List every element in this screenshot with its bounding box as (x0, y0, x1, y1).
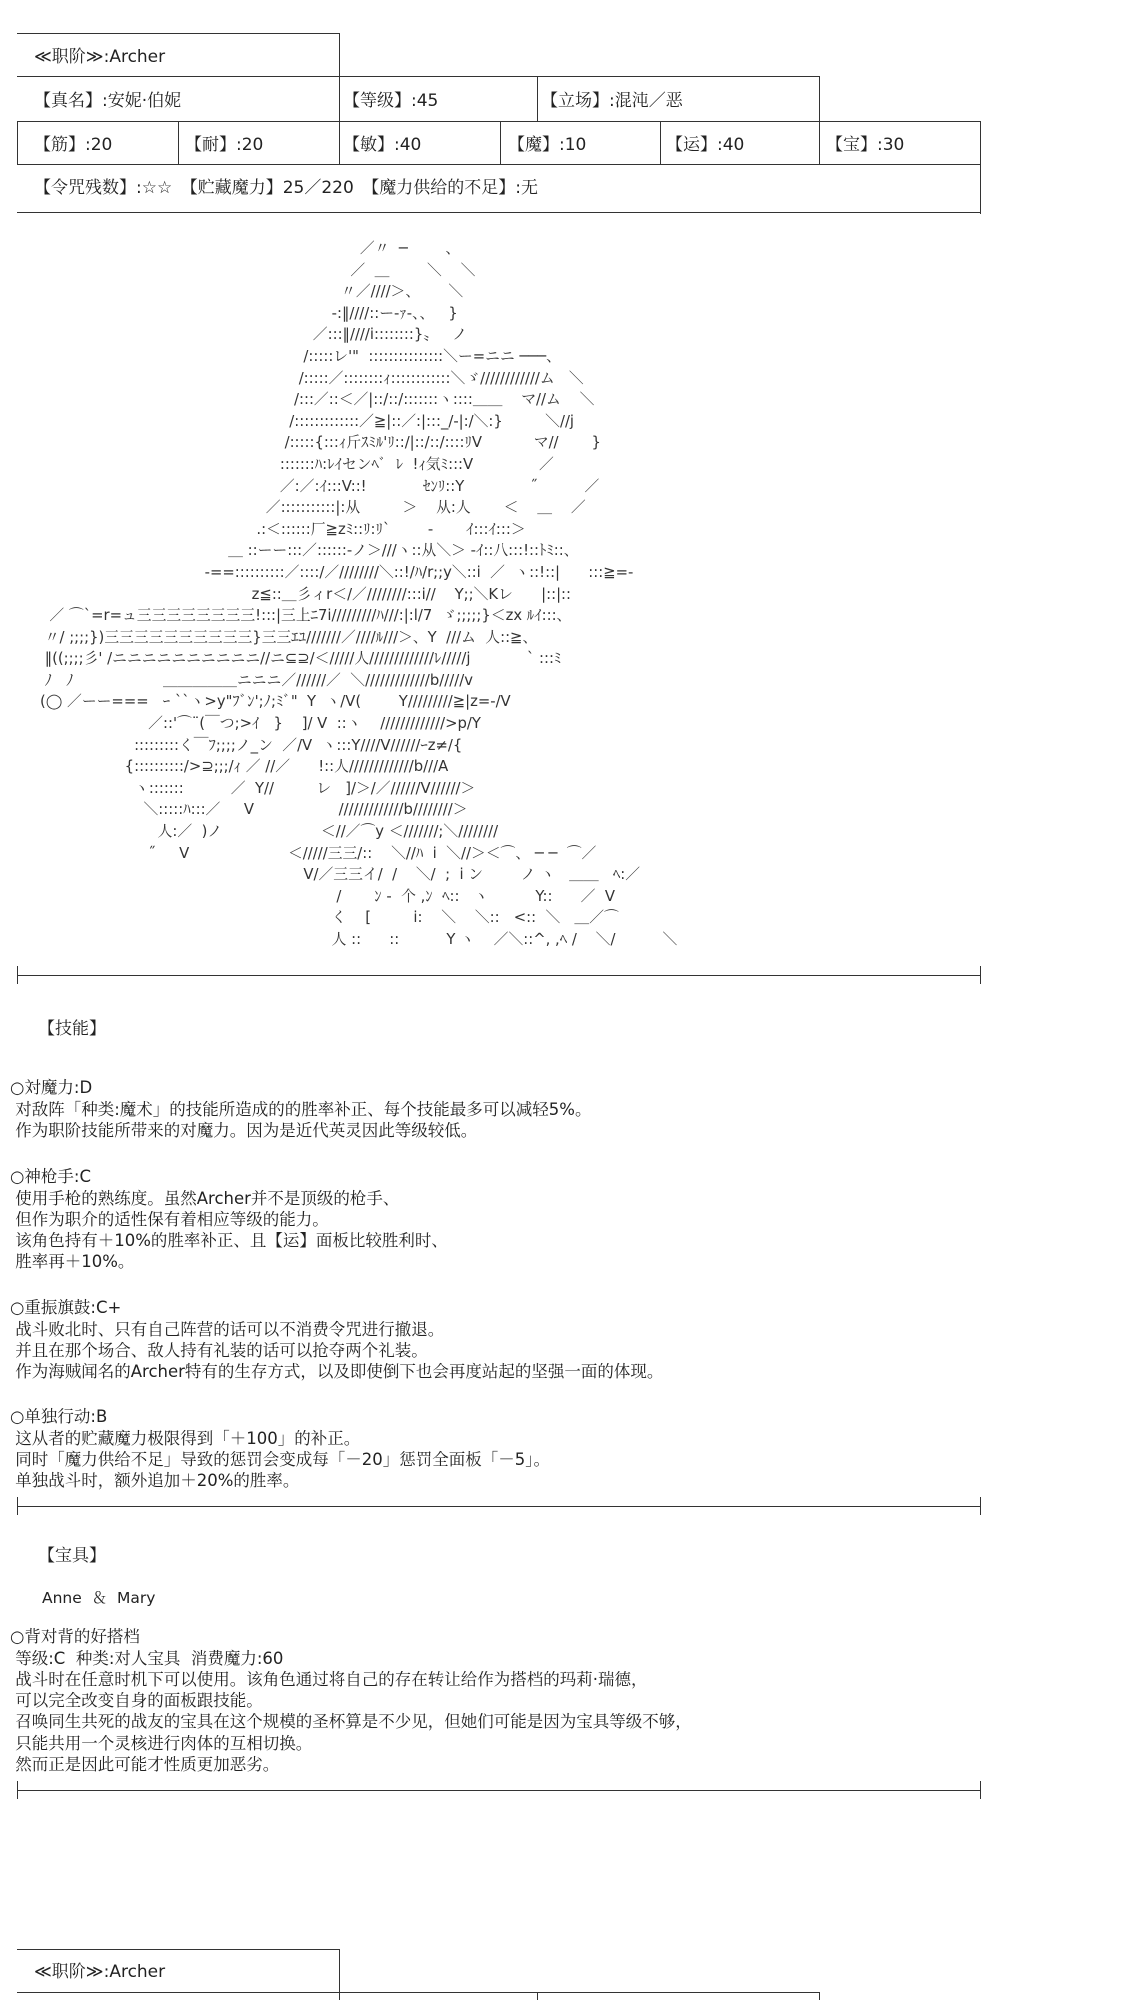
table-border (537, 76, 538, 121)
skill-line: 对敌阵「种类:魔术」的技能所造成的的胜率补正、每个技能最多可以减轻5%。 (10, 1099, 592, 1119)
np-line: 然而正是因此可能才性质更加恶劣。 (10, 1755, 280, 1775)
skill-line: 使用手枪的熟练度。虽然Archer并不是顶级的枪手、 (10, 1188, 400, 1208)
skill-line: 作为职阶技能所带来的对魔力。因为是近代英灵因此等级较低。 (10, 1120, 478, 1140)
noble-phantasm-title: 【宝具】 (38, 1546, 106, 1566)
skill-line: 单独战斗时，额外追加＋20%的胜率。 (10, 1471, 300, 1491)
skill-2 (10, 1145, 448, 1273)
section-divider-tick (17, 1781, 18, 1799)
np-line: 等级:C 种类:对人宝具 消费魔力:60 (10, 1648, 284, 1668)
next-class-header: ≪职阶≫:Archer (34, 1962, 166, 1982)
skill-line: 同时「魔力供给不足」导致的惩罚会变成每「－20」惩罚全面板「－5」。 (10, 1449, 550, 1469)
table-border (339, 76, 340, 121)
skill-line: 战斗败北时、只有自己阵营的话可以不消费令咒进行撤退。 (10, 1319, 445, 1339)
section-divider (17, 1506, 980, 1507)
skill-line: 作为海贼闻名的Archer特有的生存方式，以及即使倒下也会再度站起的坚强一面的体现。 (10, 1362, 664, 1382)
table-border (819, 76, 820, 121)
skill-line: 胜率再＋10%。 (10, 1252, 135, 1272)
skill-line: 该角色持有＋10%的胜率补正、且【运】面板比较胜利时、 (10, 1231, 448, 1251)
skill-name: ○対魔力:D (10, 1078, 93, 1098)
skill-line: 但作为职介的适性保有着相应等级的能力。 (10, 1209, 329, 1229)
skill-name: ○单独行动:B (10, 1407, 108, 1427)
np-line: 战斗时在任意时机下可以使用。该角色通过将自己的存在转让给作为搭档的玛莉·瑞德， (10, 1669, 648, 1689)
skill-line: 这从者的贮藏魔力极限得到「＋100」的补正。 (10, 1428, 361, 1448)
table-border (17, 121, 980, 122)
stat-end: 【耐】:20 (185, 135, 264, 155)
skill-4 (10, 1385, 550, 1491)
np-line: 只能共用一个灵核进行肉体的互相切换。 (10, 1733, 313, 1753)
table-border (17, 164, 980, 165)
np-ruby-text: Anne ＆ Mary (42, 1589, 156, 1607)
next-table-border (819, 1992, 820, 2000)
table-border (339, 121, 340, 164)
table-border (819, 121, 820, 164)
skill-3 (10, 1276, 663, 1382)
alignment: 【立场】:混沌／恶 (541, 91, 683, 111)
np-line: 可以完全改变自身的面板跟技能。 (10, 1691, 263, 1711)
skill-name: ○神枪手:C (10, 1167, 91, 1187)
stat-str: 【筋】:20 (34, 135, 113, 155)
section-divider (17, 975, 980, 976)
skills-title: 【技能】 (38, 1019, 106, 1039)
class-header: ≪职阶≫:Archer (34, 47, 166, 67)
section-divider-tick (17, 966, 18, 984)
section-divider-tick (980, 1781, 981, 1799)
stat-luck: 【运】:40 (666, 135, 745, 155)
table-border (178, 121, 179, 164)
table-border (17, 76, 819, 77)
skill-name: ○重振旗鼓:C+ (10, 1298, 122, 1318)
next-table-border-top (17, 1949, 339, 1950)
section-divider-tick (980, 1497, 981, 1515)
stat-agi: 【敏】:40 (343, 135, 422, 155)
stat-np: 【宝】:30 (826, 135, 905, 155)
resource-line: 【令咒残数】:☆☆ 【贮藏魔力】25／220 【魔力供给的不足】:无 (34, 178, 539, 198)
section-divider-tick (17, 1497, 18, 1515)
skill-1 (10, 1056, 591, 1141)
true-name: 【真名】:安妮·伯妮 (34, 91, 182, 111)
table-border-top (17, 33, 339, 34)
table-border (17, 121, 18, 164)
section-divider-tick (980, 966, 981, 984)
np-name: ○背对背的好搭档 (10, 1627, 140, 1647)
table-border (660, 121, 661, 164)
level: 【等级】:45 (343, 91, 439, 111)
section-divider (17, 1790, 980, 1791)
table-border (980, 164, 981, 214)
next-table-border (17, 1992, 819, 1993)
next-table-border (537, 1992, 538, 2000)
table-border (17, 212, 980, 213)
table-border (500, 121, 501, 164)
table-border (980, 121, 981, 164)
stat-mag: 【魔】:10 (508, 135, 587, 155)
noble-phantasm-body (10, 1605, 692, 1775)
skill-line: 并且在那个场合、敌人持有礼装的话可以抢夺两个礼装。 (10, 1340, 428, 1360)
np-line: 召唤同生共死的战友的宝具在这个规模的圣杯算是不少见，但她们可能是因为宝具等级不够， (10, 1712, 692, 1732)
ascii-art-figure: ／〃 ─ 、 ／ ＿ ＼ ＼ 〃／////＞、 ＼ -:‖////::ー-ｧ-、、 } ／:::‖////i::::::::}〟 ノ /:::::レ'" :::::::::::::::＼ー=ニニ ───、 /:::::／::::::::ｨ::::::::::::＼ゞ////////////ム ＼ /:::／::＜／|::/::/:::::::ヽ::::＿＿ マ//ム ＼ /:::::::::::::／≧|::／:|:::_/-|:/＼:} ＼//j /:::::{:::ｨ斤ｽﾐﾙ'ﾘ::/|::/::/::::ﾘV マ// } :::::::ﾊ:ﾚｲセンﾍﾞ ﾚ !ｨ気ﾐ:::V ／ ／:／:ｲ:::V::! ｾﾝﾘ::Y ˝ ／ ／:::::::::::|:从 ＞ 从:人 ＜ ＿ ／ .:＜::::::厂≧zﾐ::ﾘ:ﾘ` - ｲ:::ｲ:::＞ ＿ ::ーー:::／::::::-ノ＞///ヽ::从＼＞ ‐ｲ::八:::!::ﾄﾐ::、 -==::::::::::／::::/／////////＼::!/ﾊ/r;;y＼::i ／ ヽ::!::| :::≧=- z≦::＿彡ィr＜/／////////:::i// Y;;＼Kレ |::|:: ／ ⌒`=r=ュ三三三三三三三三!:::|三上ﾆ7i/////////ﾊ///:|:l/7 ゞ;;;;;}＜zx ﾙｲ:::、 〃/ ;;;;})三三三三三三三三三三}三三ｴﾕ///////／////ﾙ///＞、Y ///ム 人::≧、 ‖((;;;;彡' /ニニニニニニニニニニ//ニ⊆⊇/＜/////人/////////////ﾚ/////j ` :::ﾐ ﾉ ﾉ ＿＿＿＿＿ニニニ／//////／ ＼/////////////b/////v (◯ ／ーー=== ｰ ``ヽ>y"ﾌﾞﾝ';ﾉ;ﾐﾞ" Y ヽ/V( Y/////////≧|z=-/V ／::'⌒¨(￣つ;>ｲ } ]/ V ::ヽ /////////////>p/Y :::::::::く￣ﾌ;;;;ノ_ン ／/V ヽ:::Y////V//////ｰz≠/{ {::::::::::/>⊇;;;/ｨ ／ //／ !::人/////////////b///A ヽ::::::: ／ Y// レ ]/＞/／//////V//////＞ ＼:::::ﾊ:::／ V /////////////b////////＞ 人:／ )ノ ＜//／⌒y ＜///////;＼//////// ˝ V ＜/////三三/:: ＼//ﾊ i ＼//＞＜⌒、 ─ ─ ⌒／ V/／三三イ/ / ＼/ ; i ン ノ ヽ ＿＿ ﾍ:／ / ﾝ - 个 ,ﾝ ﾍ:: ヽ Y:: ／ V く [ i: ＼ ＼:: <:: ＼ ＿／⌒ 人 :: :: Y ヽ ／＼::^, ,ﾍ / ＼/ ＼ (40, 240, 678, 948)
